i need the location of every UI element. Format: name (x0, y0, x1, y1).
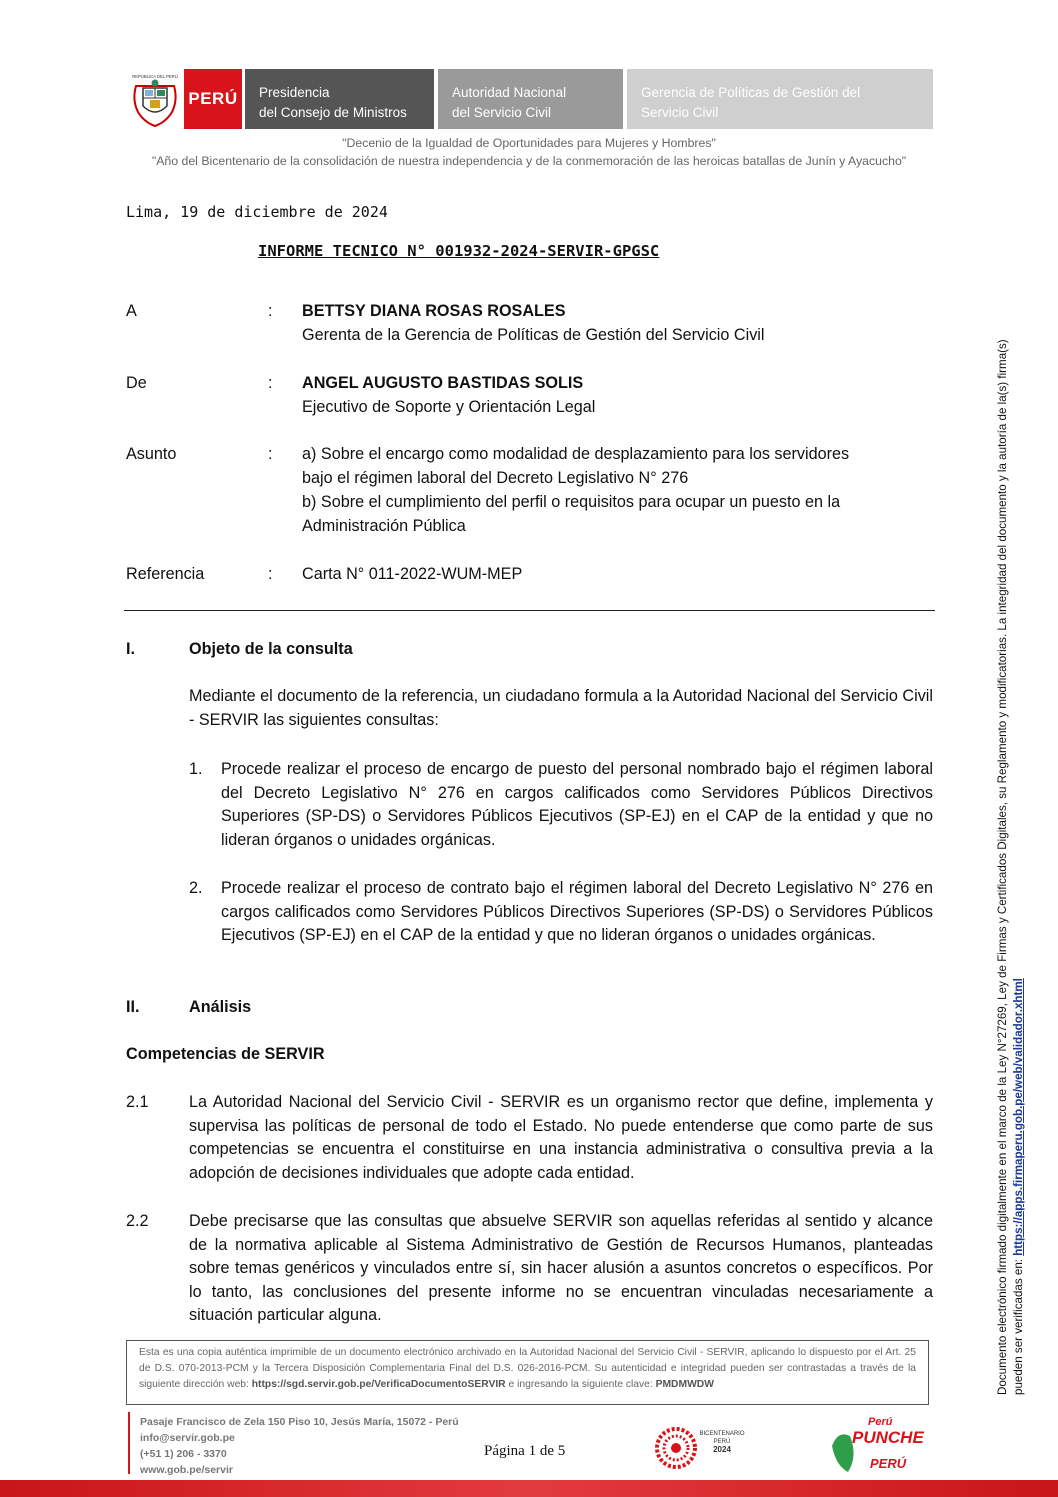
to-label: A (126, 302, 137, 320)
subject-b-line2: Administración Pública (302, 517, 466, 535)
authenticity-text: Esta es una copia auténtica imprimible de un documento electrónico archivado en la Autoridad Nacional del Servicio Civil - SERVIR, aplicando lo dispuesto por el Art. 25 de D.S. 070-2013-PCM y la Tercera Disposición Complementaria Final del D.S. 026-2016-PCM. Su autenticidad e integridad pueden ser contrastadas a través de la siguiente dirección web: (139, 1347, 916, 1390)
footer-phone: (+51 1) 206 - 3370 (140, 1448, 227, 1460)
punche-country: PERÚ (870, 1456, 907, 1471)
report-title: INFORME TECNICO N° 001932-2024-SERVIR-GPGSC (258, 242, 660, 260)
digital-signature-verify (1012, 215, 1025, 1395)
punche-word: PUNCHE (852, 1428, 924, 1447)
header-servir (438, 69, 623, 129)
page-number: Página 1 de 5 (484, 1443, 566, 1459)
paragraph-2-1: La Autoridad Nacional del Servicio Civil - SERVIR es un organismo rector que define, implementa y supervisa las políticas de personal de todo el Estado. No puede entenderse que como parte de sus competencias se encuentra el constituirse en una instancia administrativa o consultiva previa a la adopción de decisiones individuales que adopte cada entidad. (189, 1093, 933, 1182)
digital-signature-note (996, 215, 1009, 1395)
subject-label: Asunto (126, 445, 177, 463)
header-box2-line1: Autoridad Nacional (452, 85, 567, 100)
authenticity-text-mid: e ingresando la siguiente clave: (505, 1379, 656, 1390)
header-gerencia (627, 69, 933, 129)
authenticity-box (126, 1340, 929, 1405)
bottom-red-stripe (0, 1480, 1058, 1497)
colon: : (268, 374, 273, 392)
from-role: Ejecutivo de Soporte y Orientación Legal (302, 398, 596, 416)
colon: : (268, 565, 273, 583)
header-box2-line2: del Servicio Civil (452, 105, 552, 120)
to-name: BETTSY DIANA ROSAS ROSALES (302, 302, 566, 320)
paragraph-number: 2.2 (126, 1212, 149, 1230)
reference-label: Referencia (126, 565, 205, 583)
footer-email[interactable]: info@servir.gob.pe (140, 1432, 235, 1444)
decade-quote: "Decenio de la Igualdad de Oportunidades para Mujeres y Hombres" (342, 136, 716, 150)
bicentenario-country: PERÚ (713, 1439, 731, 1445)
bicentenario-year: 2024 (713, 1445, 731, 1454)
peru-coat-of-arms (130, 72, 180, 128)
section1-intro: Mediante el documento de la referencia, un ciudadano formula a la Autoridad Nacional del Servicio Civil - SERVIR las siguientes consultas: (189, 687, 933, 729)
list-item: Procede realizar el proceso de encargo de puesto del personal nombrado bajo el régimen laboral del Decreto Legislativo N° 276 en cargos calificados como Servidores Públicos Directivos Superiores (SP-DS) o Servidores Públicos Ejecutivos (SP-EJ) en el CAP de la entidad y que no lideran órganos o unidades orgánicas. (221, 760, 933, 849)
colon: : (268, 302, 273, 320)
section1-title: Objeto de la consulta (189, 640, 353, 658)
paragraph-2-2: Debe precisarse que las consultas que absuelve SERVIR son aquellas referidas al sentido y alcance de la normativa aplicable al Sistema Administrativo de Gestión de Recursos Humanos, planteadas sobre temas genéricos y vinculados entre sí, sin hacer alusión a asuntos concretos o específicos. Por lo tanto, las conclusiones del presente informe no se encuentran vinculadas necesariamente a situación particular alguna. (189, 1212, 933, 1324)
reference-value: Carta N° 011-2022-WUM-MEP (302, 565, 523, 583)
subject-a-line1: a) Sobre el encargo como modalidad de desplazamiento para los servidores (302, 445, 850, 463)
from-name: ANGEL AUGUSTO BASTIDAS SOLIS (302, 374, 584, 392)
bicentenario-label: BICENTENARIO (699, 1431, 745, 1437)
header-box1-line2: del Consejo de Ministros (259, 105, 407, 120)
bicentenario-logo (654, 1424, 750, 1472)
verification-key: PMDMWDW (655, 1379, 714, 1390)
punche-top: Perú (868, 1416, 893, 1428)
section2-subtitle: Competencias de SERVIR (126, 1045, 325, 1063)
side-note-line1: Documento electrónico firmado digitalmente en el marco de la Ley N°27269, Ley de Firmas y Certificados Digitales, su Reglamento y modificatorias. La integridad del documento y la autoría de la(s) firma(s) (996, 339, 1009, 1395)
header-box3-line1: Gerencia de Políticas de Gestión del (641, 85, 861, 100)
colon: : (268, 445, 273, 463)
subject-a-line2: bajo el régimen laboral del Decreto Legislativo N° 276 (302, 469, 689, 487)
from-label: De (126, 374, 147, 392)
footer-address: Pasaje Francisco de Zela 150 Piso 10, Jesús María, 15072 - Perú (140, 1416, 459, 1428)
year-quote: "Año del Bicentenario de la consolidación de nuestra independencia y de la conmemoración de las heroicas batallas de Junín y Ayacucho" (151, 154, 907, 168)
footer-website[interactable]: www.gob.pe/servir (140, 1464, 233, 1476)
to-role: Gerenta de la Gerencia de Políticas de Gestión del Servicio Civil (302, 326, 765, 344)
list-item: Procede realizar el proceso de contrato bajo el régimen laboral del Decreto Legislativo N° 276 en cargos calificados como Servidores Públicos Directivos Superiores (SP-DS) o Servidores Públicos Ejecutivos (SP-EJ) en el CAP de la entidad y que no lideran órganos o unidades orgánicas. (221, 879, 933, 944)
header-box3-line2: Servicio Civil (641, 105, 719, 120)
memo-divider (124, 610, 935, 611)
signature-validator-link[interactable]: https://apps.firmaperu.gob.pe/web/validador.xhtml (1012, 978, 1025, 1256)
section2-title: Análisis (189, 998, 252, 1016)
header-presidencia (245, 69, 434, 129)
footer-red-bar (128, 1412, 130, 1474)
section1-number: I. (126, 640, 135, 658)
peru-logo: PERÚ (184, 69, 242, 129)
side-note-prefix: pueden ser verificadas en: (1012, 1255, 1025, 1395)
document-date: Lima, 19 de diciembre de 2024 (126, 203, 388, 221)
list-item-number: 2. (189, 879, 203, 897)
section2-number: II. (126, 998, 140, 1016)
subject-b-line1: b) Sobre el cumplimiento del perfil o requisitos para ocupar un puesto en la (302, 493, 841, 511)
verification-url[interactable]: https://sgd.servir.gob.pe/VerificaDocumentoSERVIR (251, 1379, 506, 1390)
punche-peru-logo (828, 1416, 922, 1476)
footer-contact (140, 1414, 459, 1478)
paragraph-number: 2.1 (126, 1093, 149, 1111)
shield-caption: REPÚBLICA DEL PERÚ (132, 74, 178, 79)
header-box1-line1: Presidencia (259, 85, 330, 100)
list-item-number: 1. (189, 760, 203, 778)
